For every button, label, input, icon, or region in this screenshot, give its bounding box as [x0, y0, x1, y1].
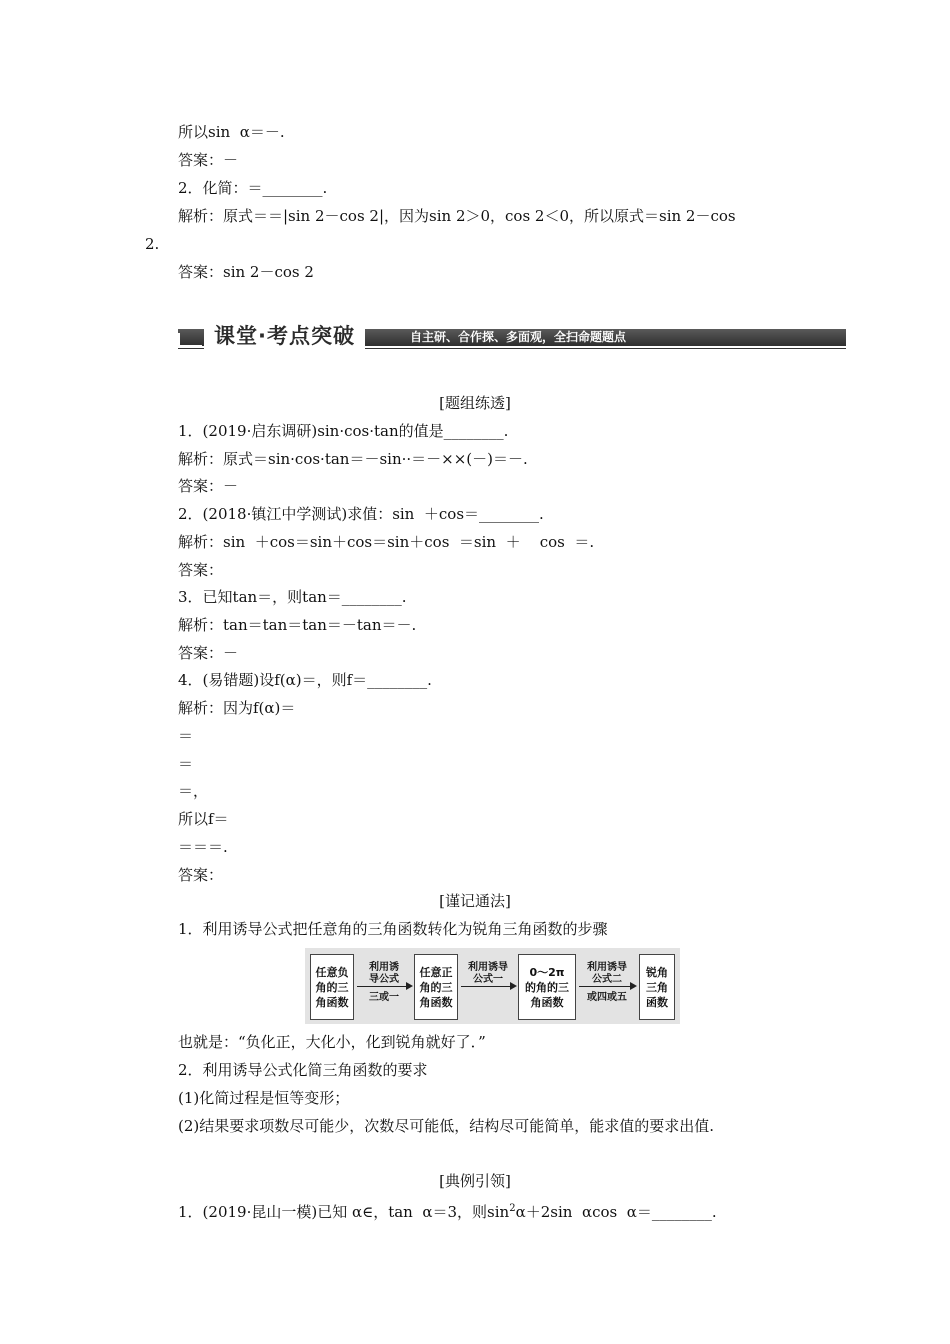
answer-line: 答案：sin 2－cos 2 [178, 263, 314, 281]
practice-line: ＝ [178, 727, 194, 745]
practice-line: 所以f＝ [178, 810, 229, 828]
solution-line: 解析：原式＝＝|sin 2－cos 2|，因为sin 2＞0，cos 2＜0，所以原式＝sin 2－cos [178, 207, 736, 225]
question-line: 2．化简：＝________. [178, 179, 328, 197]
practice-line: ＝ [178, 755, 194, 773]
method-heading: [谨记通法] [439, 892, 511, 910]
text-line: 所以sin α＝－. [178, 123, 285, 141]
practice-line: 2．(2018·镇江中学测试)求值：sin ＋cos＝________. [178, 505, 544, 523]
flow-box: 任意正 角的三 角函数 [414, 954, 458, 1020]
practice-line: 答案：－ [178, 477, 239, 495]
flow-box: 0～2π 的角的三 角函数 [518, 954, 576, 1020]
practice-heading: [题组练透] [439, 394, 511, 412]
method-text: 也就是：“负化正，大化小，化到锐角就好了．” [178, 1033, 486, 1051]
flow-arrow: 利用诱 导公式 三或一 [355, 962, 413, 1012]
practice-line: 3．已知tan＝，则tan＝________. [178, 588, 407, 606]
answer-line: 答案：－ [178, 151, 239, 169]
practice-line: 解析：因为f(α)＝ [178, 699, 296, 717]
banner-title: 课堂·考点突破 [204, 320, 365, 352]
practice-line: 答案：－ [178, 644, 239, 662]
practice-line: 答案： [178, 561, 224, 579]
example-heading: [典例引领] [439, 1172, 511, 1190]
solution-line-continued: 2. [145, 235, 160, 253]
banner-hook-decoration [178, 333, 202, 347]
banner-subtitle: 自主研、合作探、多面观，全扫命题题点 [410, 330, 627, 344]
practice-line: 答案： [178, 866, 224, 884]
practice-line: ＝， [178, 782, 209, 800]
conversion-flow-diagram [305, 948, 680, 1024]
method-text: 2．利用诱导公式化简三角函数的要求 [178, 1061, 428, 1079]
method-text: 1．利用诱导公式把任意角的三角函数转化为锐角三角函数的步骤 [178, 920, 608, 938]
method-text: (1)化简过程是恒等变形； [178, 1089, 350, 1107]
practice-line: 解析：sin ＋cos＝sin＋cos＝sin＋cos ＝sin ＋ cos ＝. [178, 533, 595, 551]
practice-line: 4．(易错题)设f(α)＝，则f＝________. [178, 671, 432, 689]
flow-arrow: 利用诱导 公式二 或四或五 [577, 962, 637, 1012]
flow-box: 锐角 三角 函数 [639, 954, 675, 1020]
method-text: (2)结果要求项数尽可能少，次数尽可能低，结构尽可能简单，能求值的要求出值. [178, 1117, 715, 1135]
practice-line: 1．(2019·启东调研)sin·cos·tan的值是________. [178, 422, 509, 440]
example-question: 1．(2019·昆山一模)已知 α∈，tan α＝3，则$\sin^2\alpha+2\sin$ αcos α＝________. [178, 1203, 717, 1221]
flow-arrow: 利用诱导 公式一 [459, 962, 517, 1012]
practice-line: 解析：tan＝tan＝tan＝－tan＝－. [178, 616, 417, 634]
flow-box: 任意负 角的三 角函数 [310, 954, 354, 1020]
practice-line: 解析：原式＝sin·cos·tan＝－sin··＝－××(－)＝－. [178, 450, 528, 468]
section-banner [178, 322, 846, 352]
practice-line: ＝＝＝. [178, 838, 228, 856]
